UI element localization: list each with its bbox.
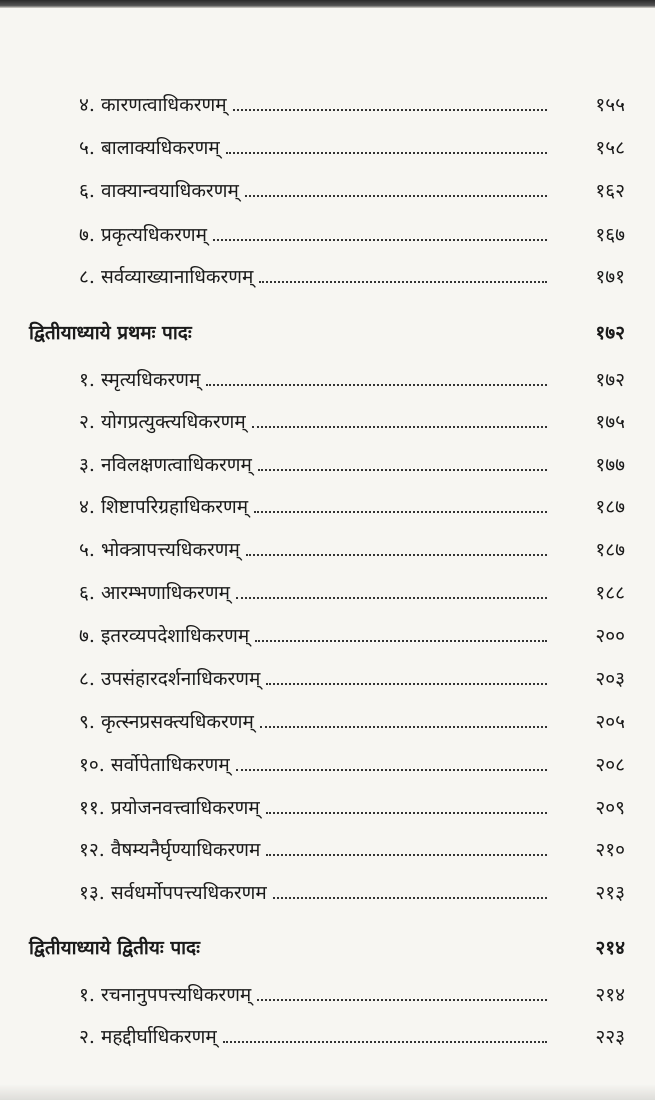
toc-entry-page: १६७ bbox=[595, 224, 625, 246]
section-heading-label: द्वितीयाध्याये प्रथमः पादः bbox=[29, 322, 192, 344]
toc-entry-label: ६. आरम्भणाधिकरणम् bbox=[79, 582, 230, 604]
dot-leader bbox=[266, 812, 547, 814]
toc-entry-sarvadharmopapatti[interactable] bbox=[0, 877, 655, 907]
toc-entry-page: १७७ bbox=[595, 454, 625, 476]
dot-leader bbox=[233, 109, 547, 111]
toc-entry-label: १. रचनानुपपत्त्यधिकरणम् bbox=[79, 984, 252, 1006]
toc-entry-vaishamya[interactable] bbox=[0, 834, 655, 864]
toc-entry-page: २०९ bbox=[595, 797, 625, 819]
toc-entry-label: ७. इतरव्यपदेशाधिकरणम् bbox=[79, 625, 250, 647]
toc-entry-label: ५. बालाक्यधिकरणम् bbox=[79, 137, 220, 159]
dot-leader bbox=[236, 597, 547, 599]
dot-leader bbox=[246, 554, 547, 556]
dot-leader bbox=[226, 152, 547, 154]
toc-entry-label: १. स्मृत्यधिकरणम् bbox=[79, 369, 201, 391]
dot-leader bbox=[206, 384, 547, 386]
toc-entry-page: २१३ bbox=[595, 882, 625, 904]
toc-entry-itaravyapadesha[interactable] bbox=[0, 620, 655, 650]
toc-entry-kritsnaprasakti[interactable] bbox=[0, 706, 655, 736]
toc-entry-label: ४. शिष्टापरिग्रहाधिकरणम् bbox=[79, 496, 249, 518]
toc-entry-karanatva[interactable] bbox=[0, 89, 655, 119]
toc-entry-label: ८. उपसंहारदर्शनाधिकरणम् bbox=[79, 668, 261, 690]
toc-entry-bhoktrapatti[interactable] bbox=[0, 534, 655, 564]
toc-entry-label: ११. प्रयोजनवत्त्वाधिकरणम् bbox=[79, 797, 260, 819]
toc-entry-page: १५८ bbox=[595, 137, 625, 159]
dot-leader bbox=[254, 511, 547, 513]
section-heading-pratham-pada[interactable] bbox=[0, 317, 655, 347]
toc-entry-page: २०३ bbox=[595, 668, 625, 690]
toc-entry-page: १७१ bbox=[595, 266, 625, 288]
toc-entry-page: २०८ bbox=[595, 754, 625, 776]
toc-entry-page: १६२ bbox=[595, 180, 625, 202]
toc-entry-balaki[interactable] bbox=[0, 132, 655, 162]
toc-entry-prayojanavattva[interactable] bbox=[0, 792, 655, 822]
toc-entry-label: १३. सर्वधर्मोपपत्त्यधिकरणम bbox=[79, 882, 267, 904]
toc-entry-label: १०. सर्वोपेताधिकरणम् bbox=[79, 754, 230, 776]
toc-entry-page: २०५ bbox=[595, 711, 625, 733]
toc-entry-page: १८७ bbox=[595, 539, 625, 561]
toc-entry-label: ३. नविलक्षणत्वाधिकरणम् bbox=[79, 454, 252, 476]
toc-entry-mahaddirgha[interactable] bbox=[0, 1021, 655, 1051]
toc-entry-label: १२. वैषम्यनैर्घृण्याधिकरणम bbox=[79, 839, 261, 861]
toc-entry-page: २१४ bbox=[595, 984, 625, 1006]
dot-leader bbox=[266, 683, 547, 685]
section-heading-dvitiya-pada[interactable] bbox=[0, 932, 655, 962]
page-bottom-edge bbox=[0, 1084, 655, 1100]
toc-entry-rachananupapatti[interactable] bbox=[0, 979, 655, 1009]
toc-entry-label: २. योगप्रत्युक्त्यधिकरणम् bbox=[79, 411, 246, 433]
toc-entry-label: ९. कृत्स्नप्रसक्त्यधिकरणम् bbox=[79, 711, 254, 733]
toc-entry-prakriti[interactable] bbox=[0, 219, 655, 249]
toc-entry-label: ८. सर्वव्याख्यानाधिकरणम् bbox=[79, 266, 254, 288]
dot-leader bbox=[266, 854, 547, 856]
dot-leader bbox=[245, 195, 547, 197]
dot-leader bbox=[255, 640, 547, 642]
toc-entry-label: २. महद्दीर्घाधिकरणम् bbox=[79, 1026, 217, 1048]
toc-entry-page: १७२ bbox=[595, 369, 625, 391]
toc-entry-label: ६. वाक्यान्वयाधिकरणम् bbox=[79, 180, 239, 202]
toc-entry-page: २०० bbox=[595, 625, 625, 647]
toc-entry-label: ५. भोक्त्रापत्त्यधिकरणम् bbox=[79, 539, 240, 561]
toc-entry-upasamharadarshana[interactable] bbox=[0, 663, 655, 693]
dot-leader bbox=[258, 469, 547, 471]
toc-entry-vakyanvaya[interactable] bbox=[0, 175, 655, 205]
section-heading-label: द्वितीयाध्याये द्वितीयः पादः bbox=[29, 937, 200, 959]
toc-entry-page: १८८ bbox=[595, 582, 625, 604]
toc-entry-shishtaparigraha[interactable] bbox=[0, 491, 655, 521]
dot-leader bbox=[259, 281, 547, 283]
toc-entry-arambhana[interactable] bbox=[0, 577, 655, 607]
toc-entry-page: २१० bbox=[595, 839, 625, 861]
toc-entry-page: १८७ bbox=[595, 496, 625, 518]
toc-entry-page: २२३ bbox=[595, 1026, 625, 1048]
dot-leader bbox=[260, 726, 547, 728]
section-heading-page: १७२ bbox=[595, 322, 625, 344]
dot-leader bbox=[257, 999, 547, 1001]
page-top-edge bbox=[0, 0, 655, 8]
toc-entry-smriti[interactable] bbox=[0, 364, 655, 394]
toc-entry-page: १७५ bbox=[595, 411, 625, 433]
toc-entry-sarvavyakhyana[interactable] bbox=[0, 261, 655, 291]
toc-entry-page: १५५ bbox=[595, 94, 625, 116]
dot-leader bbox=[223, 1041, 547, 1043]
toc-entry-navilakshanatva[interactable] bbox=[0, 449, 655, 479]
toc-entry-sarvopeta[interactable] bbox=[0, 749, 655, 779]
dot-leader bbox=[252, 426, 547, 428]
dot-leader bbox=[236, 769, 547, 771]
dot-leader bbox=[213, 239, 547, 241]
section-heading-page: २१४ bbox=[595, 937, 625, 959]
toc-entry-label: ७. प्रकृत्यधिकरणम् bbox=[79, 224, 207, 246]
dot-leader bbox=[273, 897, 547, 899]
toc-entry-label: ४. कारणत्वाधिकरणम् bbox=[79, 94, 227, 116]
toc-entry-yogapratyukti[interactable] bbox=[0, 406, 655, 436]
